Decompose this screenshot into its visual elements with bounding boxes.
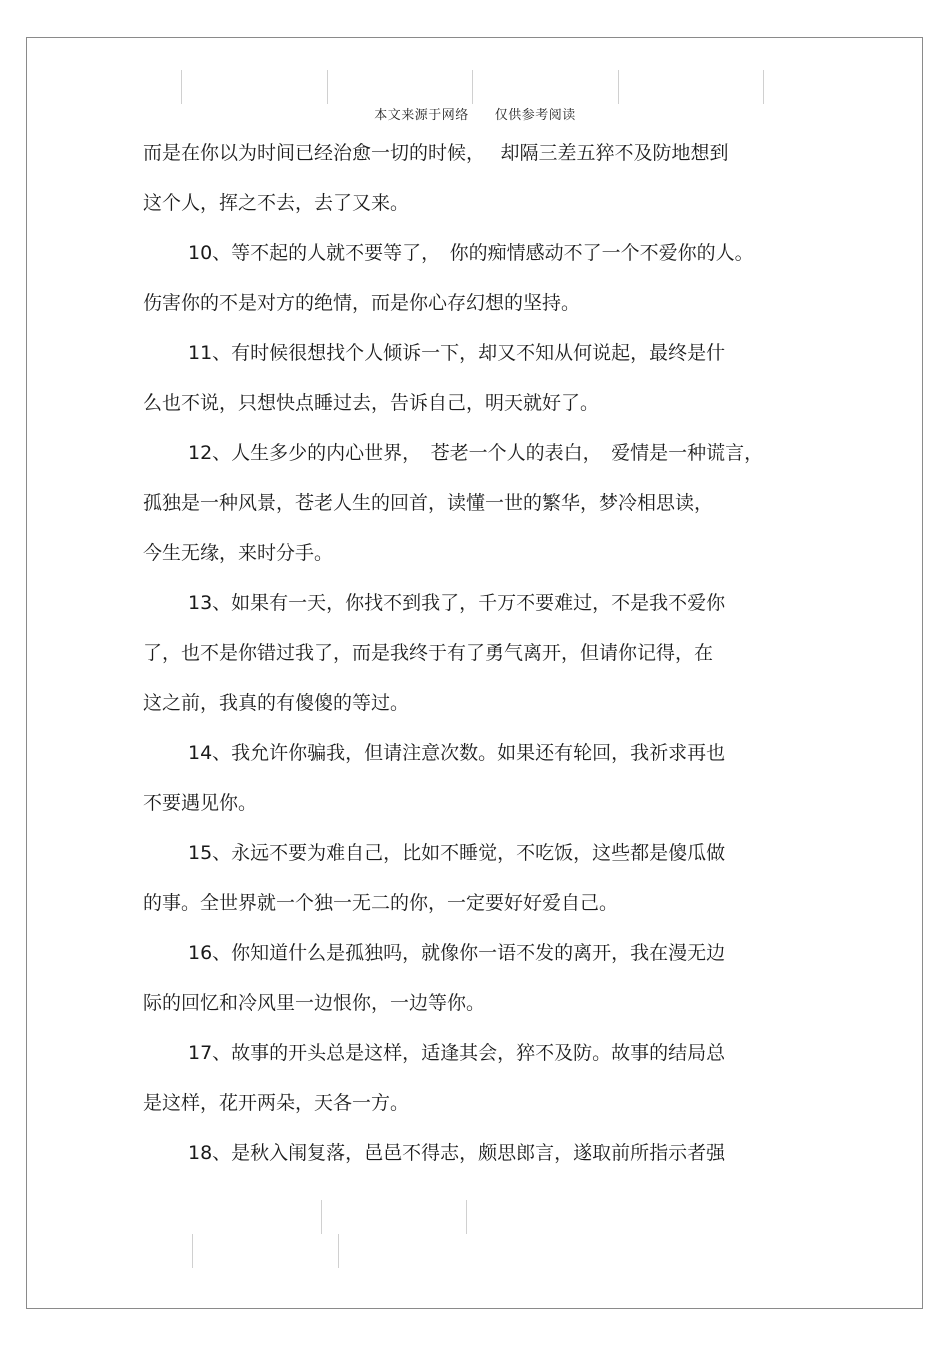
- bottom-tick-1: [321, 1200, 322, 1234]
- text-line: 不要遇见你。: [143, 792, 258, 814]
- text-line: 12、人生多少的内心世界， 苍老一个人的表白， 爱情是一种谎言，: [188, 442, 764, 464]
- text-line: 18、是秋入闱复落，邑邑不得志，颇思郎言，遂取前所指示者强: [188, 1142, 726, 1164]
- text-line: 13、如果有一天，你找不到我了，千万不要难过，不是我不爱你: [188, 592, 726, 614]
- top-tick-4: [618, 70, 619, 104]
- page-header: [0, 104, 950, 123]
- text-line: 伤害你的不是对方的绝情，而是你心存幻想的坚持。: [143, 292, 581, 314]
- text-line: 16、你知道什么是孤独吗，就像你一语不发的离开，我在漫无边: [188, 942, 726, 964]
- top-tick-5: [763, 70, 764, 104]
- text-line: 这之前，我真的有傻傻的等过。: [143, 692, 410, 714]
- text-line: 17、故事的开头总是这样，适逢其会，猝不及防。故事的结局总: [188, 1042, 726, 1064]
- bottom-tick-2: [466, 1200, 467, 1234]
- header-source-text: 本文来源于网络: [374, 108, 469, 123]
- text-line: 14、我允许你骗我，但请注意次数。如果还有轮回，我祈求再也: [188, 742, 726, 764]
- top-tick-1: [181, 70, 182, 104]
- text-line: 是这样，花开两朵，天各一方。: [143, 1092, 410, 1114]
- text-line: 孤独是一种风景，苍老人生的回首，读懂一世的繁华，梦冷相思读，: [143, 492, 714, 514]
- text-line: 了，也不是你错过我了，而是我终于有了勇气离开，但请你记得，在: [143, 642, 714, 664]
- text-line: 这个人，挥之不去，去了又来。: [143, 192, 410, 214]
- text-line: 的事。全世界就一个独一无二的你，一定要好好爱自己。: [143, 892, 619, 914]
- top-tick-3: [472, 70, 473, 104]
- text-line: 而是在你以为时间已经治愈一切的时候， 却隔三差五猝不及防地想到: [143, 142, 729, 164]
- header-reference-text: 仅供参考阅读: [494, 108, 576, 123]
- text-line: 15、永远不要为难自己，比如不睡觉，不吃饭，这些都是傻瓜做: [188, 842, 726, 864]
- text-line: 今生无缘，来时分手。: [143, 542, 334, 564]
- bottom-tick-4: [338, 1234, 339, 1268]
- document-body: [143, 128, 793, 1178]
- top-tick-2: [327, 70, 328, 104]
- text-line: 际的回忆和冷风里一边恨你，一边等你。: [143, 992, 486, 1014]
- text-line: 11、有时候很想找个人倾诉一下，却又不知从何说起，最终是什: [188, 342, 726, 364]
- bottom-tick-3: [192, 1234, 193, 1268]
- text-line: 10、等不起的人就不要等了， 你的痴情感动不了一个不爱你的人。: [188, 242, 754, 264]
- text-line: 么也不说，只想快点睡过去，告诉自己，明天就好了。: [143, 392, 600, 414]
